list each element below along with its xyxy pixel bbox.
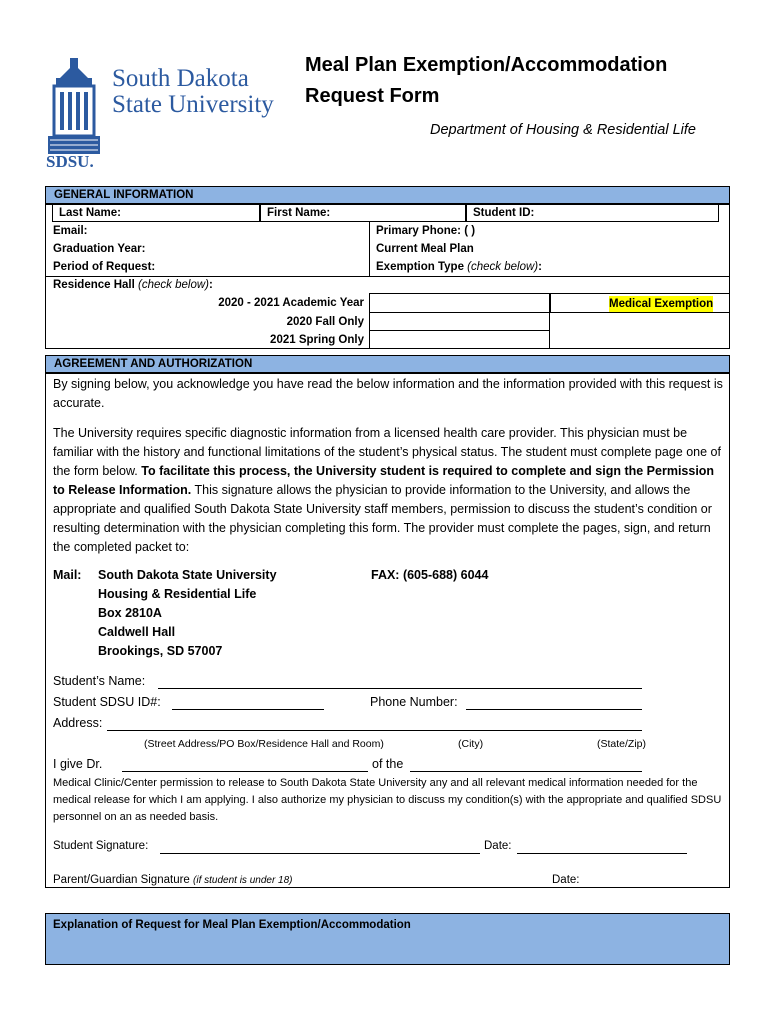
student-date-input[interactable]	[517, 853, 687, 854]
general-info-heading: GENERAL INFORMATION	[45, 186, 730, 204]
term-spring-only: 2021 Spring Only	[270, 334, 364, 346]
period-label: Period of Request:	[53, 261, 156, 273]
student-id-field[interactable]: Student ID:	[466, 204, 719, 222]
address-label: Address:	[53, 716, 103, 730]
sdsu-id-label: Student SDSU ID#:	[53, 695, 161, 709]
last-name-field[interactable]: Last Name:	[52, 204, 260, 222]
current-meal-plan-label: Current Meal Plan	[376, 243, 474, 255]
spring-only-checkbox[interactable]	[369, 330, 550, 349]
email-label: Email:	[53, 225, 88, 237]
residence-hall-label: Residence Hall (check below):	[53, 279, 213, 291]
first-name-field[interactable]: First Name:	[260, 204, 466, 222]
phone-number-label: Phone Number:	[370, 695, 458, 709]
student-name-label: Student’s Name:	[53, 674, 146, 688]
primary-phone-label: Primary Phone: ( )	[376, 225, 476, 237]
doctor-name-input[interactable]	[122, 771, 368, 772]
form-title: Meal Plan Exemption/Accommodation Request Form	[305, 54, 668, 107]
agreement-heading: AGREEMENT AND AUTHORIZATION	[45, 355, 730, 373]
give-dr-label: I give Dr.	[53, 757, 103, 771]
explanation-heading: Explanation of Request for Meal Plan Exemption/Accommodation	[53, 919, 411, 931]
parent-signature-input[interactable]	[322, 887, 548, 888]
parent-date-input[interactable]	[582, 887, 687, 888]
term-academic-year: 2020 - 2021 Academic Year	[218, 297, 364, 309]
phone-number-input[interactable]	[466, 709, 642, 710]
address-hint-city: (City)	[458, 738, 484, 750]
logo-abbrev: SDSU.	[46, 152, 94, 171]
address-input[interactable]	[107, 730, 642, 731]
mailing-address: South Dakota State University Housing & Residential Life Box 2810A Caldwell Hall Brookings, SD 57007	[98, 568, 277, 658]
requirements-text: The University requires specific diagnostic information from a licensed health care provider. This physician must be familiar with the history and functional limitations of the student’s physical status. The student must complete page one of the form below. To facilitate this process, the University student is required to complete and sign the Permission to Release Information. This signature allows the physician to provide information to the University, and allows the appropriate and qualified South Dakota State University staff members, permission to discuss the student’s condition or resulting determination with the physician completing this form. The provider must complete the pages, sign, and return the completed packet to:	[53, 426, 721, 554]
release-authorization-text: Medical Clinic/Center permission to release to South Dakota State University any and all relevant medical information needed for the medical release for which I am applying. I also authorize my physician to discuss my condition(s) with the appropriate and qualified SDSU personnel on an as needed basis.	[53, 777, 722, 823]
academic-year-checkbox[interactable]	[369, 293, 550, 313]
department-name: Department of Housing & Residential Life	[430, 122, 696, 138]
sdsu-id-input[interactable]	[172, 709, 324, 710]
student-signature-label: Student Signature:	[53, 840, 149, 852]
student-name-input[interactable]	[158, 688, 642, 689]
exemption-type-label: Exemption Type (check below):	[376, 261, 542, 273]
graduation-year-label: Graduation Year:	[53, 243, 146, 255]
medical-exemption-label: Medical Exemption	[609, 298, 714, 310]
term-fall-only: 2020 Fall Only	[286, 316, 364, 328]
clinic-name-input[interactable]	[410, 771, 642, 772]
acknowledgement-text: By signing below, you acknowledge you have read the below information and the information provided with this request is accurate.	[53, 377, 723, 410]
row-divider	[45, 276, 730, 277]
date-label-1: Date:	[484, 840, 512, 852]
fax-number: FAX: (605-688) 6044	[371, 568, 489, 582]
fall-only-checkbox[interactable]	[369, 312, 550, 331]
address-hint-state: (State/Zip)	[597, 738, 647, 750]
date-label-2: Date:	[552, 874, 580, 886]
of-the-label: of the	[372, 757, 404, 771]
address-hint-street: (Street Address/PO Box/Residence Hall and Room)	[144, 738, 384, 750]
logo-wordmark: South Dakota State University	[112, 65, 274, 118]
student-signature-input[interactable]	[160, 853, 480, 854]
parent-signature-label: Parent/Guardian Signature (if student is under 18)	[53, 874, 293, 886]
mail-label: Mail:	[53, 568, 82, 582]
